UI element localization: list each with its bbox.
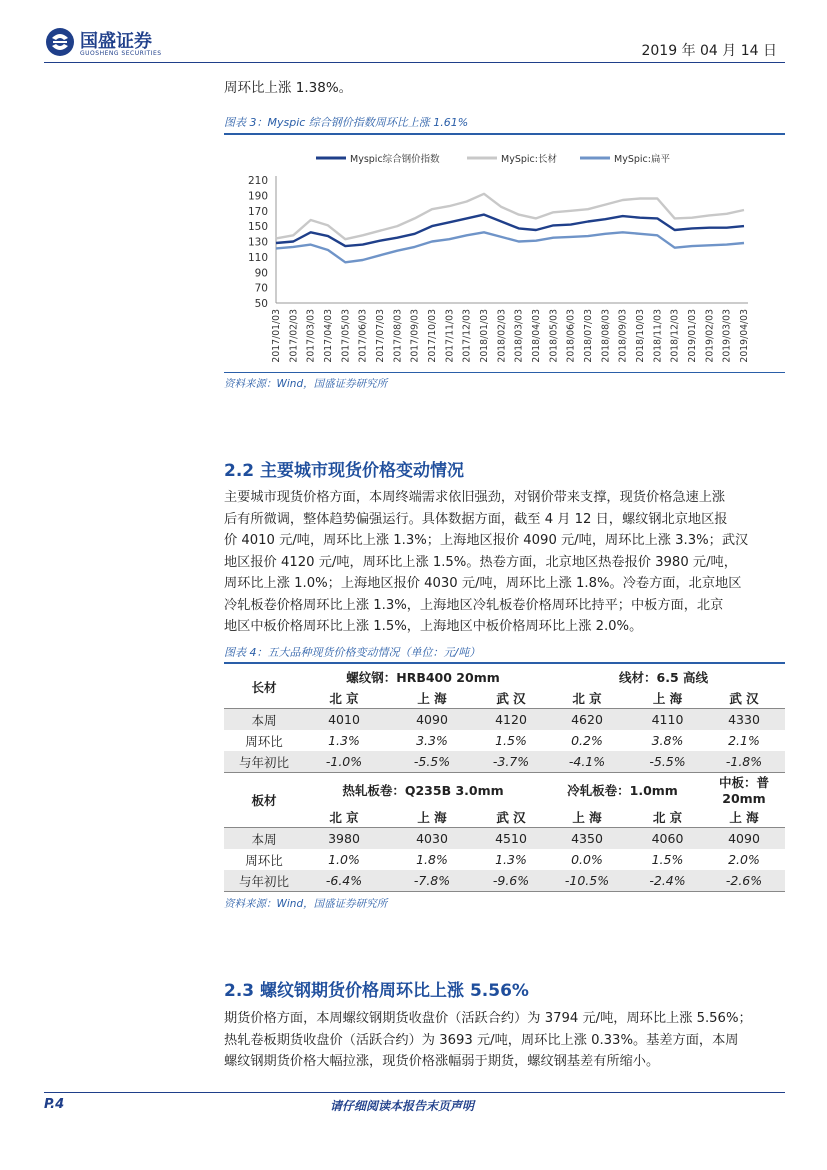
long-group2: 线材：6.5 高线 <box>619 669 708 685</box>
table-cell: 1.0% <box>328 852 360 867</box>
table-cell: 3.3% <box>416 733 448 748</box>
body-line: 主要城市现货价格方面，本周终端需求依旧强劲，对钢价带来支撑，现货价格急速上涨 <box>224 490 726 505</box>
x-tick-label: 2018/02/03 <box>496 309 508 363</box>
series-line <box>276 232 744 262</box>
city-cell: 上 海 <box>572 809 602 825</box>
chart-x-axis <box>271 303 750 363</box>
legend-label: Myspic综合钢价指数 <box>350 154 440 165</box>
y-tick-label: 210 <box>247 175 268 187</box>
table-row <box>224 828 785 850</box>
table-cell: 2.1% <box>728 733 760 748</box>
x-tick-label: 2017/06/03 <box>357 309 369 363</box>
x-tick-label: 2018/09/03 <box>617 309 629 363</box>
long-label: 长材 <box>251 680 277 695</box>
table-row <box>224 751 785 773</box>
table-row <box>224 806 785 828</box>
table-cell: 3980 <box>304 828 384 850</box>
city-cell: 上 海 <box>417 690 447 706</box>
table-cell: 4090 <box>384 709 480 731</box>
table-row <box>224 849 785 870</box>
x-tick-label: 2018/07/03 <box>583 309 594 363</box>
body-line: 期货价格方面，本周螺纹钢期货收盘价（活跃合约）为 3794 元/吨，周环比上涨 5.56%； <box>224 1011 752 1026</box>
y-tick-label: 50 <box>254 298 268 310</box>
intro-line: 周环比上涨 1.38%。 <box>224 80 353 96</box>
table-cell: 0.2% <box>571 733 603 748</box>
table-cell: -1.0% <box>304 751 384 773</box>
header-divider <box>44 62 785 63</box>
section-2-2-body <box>224 487 784 638</box>
section-2-3-heading: 2.3 螺纹钢期货价格周环比上涨 5.56% <box>224 981 529 1001</box>
footer-divider <box>44 1092 785 1093</box>
table-cell: 1.5% <box>495 733 527 748</box>
table-cell: 4120 <box>480 709 542 731</box>
x-tick-label: 2019/01/03 <box>687 309 698 363</box>
figure4-top-rule <box>224 662 785 664</box>
long-group1: 螺纹钢：HRB400 20mm <box>346 669 500 685</box>
body-line: 价 4010 元/吨，周环比上涨 1.3%；上海地区报价 4090 元/吨，周环比上涨 3.3%；武汉 <box>224 533 749 548</box>
table-cell: 4330 <box>703 709 785 731</box>
table-cell: -5.5% <box>384 751 480 773</box>
x-tick-label: 2017/01/03 <box>271 309 282 363</box>
x-tick-label: 2018/04/03 <box>531 309 542 363</box>
x-tick-label: 2017/07/03 <box>375 309 386 363</box>
body-line: 螺纹钢期货价格大幅拉涨，现货价格涨幅弱于期货，螺纹钢基差有所缩小。 <box>224 1054 660 1069</box>
y-tick-label: 130 <box>247 236 268 249</box>
city-cell: 北 京 <box>572 690 602 706</box>
y-tick-label: 190 <box>247 190 268 203</box>
table-cell: -4.1% <box>542 751 632 773</box>
legend-label: MySpic:长材 <box>501 154 557 165</box>
x-tick-label: 2018/05/03 <box>548 309 560 363</box>
table-cell: -2.6% <box>703 870 785 892</box>
section-2-3-body <box>224 1008 784 1073</box>
table-cell: -6.4% <box>304 870 384 892</box>
figure4-source: 资料来源：Wind，国盛证券研究所 <box>224 898 388 910</box>
y-tick-label: 170 <box>247 205 268 218</box>
table-cell: 1.3% <box>495 852 527 867</box>
city-cell: 北 京 <box>652 809 683 825</box>
table-cell: 4510 <box>480 828 542 850</box>
flat-group1: 热轧板卷：Q235B 3.0mm <box>304 773 542 807</box>
table-cell: 1.5% <box>651 852 684 867</box>
x-tick-label: 2018/12/03 <box>669 309 681 363</box>
brand-logo <box>44 26 174 60</box>
x-tick-label: 2019/03/03 <box>721 309 733 363</box>
table-cell: 4010 <box>304 709 384 731</box>
table-cell: -2.4% <box>632 870 703 892</box>
x-tick-label: 2017/10/03 <box>427 309 438 363</box>
x-tick-label: 2017/02/03 <box>288 309 300 363</box>
x-tick-label: 2017/09/03 <box>409 309 421 363</box>
table-cell: -7.8% <box>384 870 480 892</box>
body-line: 地区中板价格周环比上涨 1.5%，上海地区中板价格周环比上涨 2.0%。 <box>224 619 643 634</box>
row-label: 周环比 <box>245 852 283 868</box>
table-row <box>224 687 785 709</box>
table-row <box>224 666 785 687</box>
body-line: 后有所微调，整体趋势偏强运行。具体数据方面，截至 4 月 12 日，螺纹钢北京地区报 <box>224 511 728 527</box>
table-cell: 4110 <box>632 709 703 731</box>
flat-group3: 中板：普 20mm <box>703 773 785 807</box>
city-cell: 北 京 <box>329 809 359 825</box>
report-date: 2019 年 04 月 14 日 <box>641 43 777 59</box>
x-tick-label: 2019/02/03 <box>704 309 716 363</box>
table-cell: 4620 <box>542 709 632 731</box>
x-tick-label: 2018/06/03 <box>565 309 577 363</box>
spot-price-table <box>224 666 785 892</box>
x-tick-label: 2017/11/03 <box>444 309 456 363</box>
body-line: 地区报价 4120 元/吨，周环比上涨 1.5%。热卷方面，北京地区热卷报价 3980 元/吨， <box>224 554 737 570</box>
x-tick-label: 2017/12/03 <box>461 309 473 363</box>
city-cell: 武 汉 <box>496 690 526 706</box>
figure3-source: 资料来源：Wind，国盛证券研究所 <box>224 378 388 390</box>
series-line <box>276 215 744 247</box>
x-tick-label: 2017/04/03 <box>323 309 334 363</box>
row-label: 与年初比 <box>224 751 304 773</box>
x-tick-label: 2018/03/03 <box>513 309 525 363</box>
x-tick-label: 2018/10/03 <box>635 309 646 363</box>
x-tick-label: 2018/08/03 <box>600 309 612 363</box>
table-cell: -5.5% <box>632 751 703 773</box>
row-label: 本周 <box>224 709 304 731</box>
flat-label: 板材 <box>224 773 304 828</box>
table-cell: -3.7% <box>480 751 542 773</box>
y-tick-label: 110 <box>247 251 268 264</box>
row-label: 周环比 <box>245 733 283 749</box>
table-row <box>224 709 785 731</box>
table-cell: 2.0% <box>728 852 760 867</box>
figure3-title: 图表 3：Myspic 综合钢价指数周环比上涨 1.61% <box>224 116 469 129</box>
table-cell: 4090 <box>703 828 785 850</box>
figure3-bottom-rule <box>224 372 785 373</box>
city-cell: 上 海 <box>729 809 759 825</box>
city-cell: 北 京 <box>329 690 359 706</box>
city-cell: 上 海 <box>652 690 683 706</box>
y-tick-label: 70 <box>254 282 268 295</box>
x-tick-label: 2018/01/03 <box>479 309 490 363</box>
figure3-top-rule <box>224 133 785 135</box>
table-cell: 0.0% <box>571 852 603 867</box>
chart-y-axis <box>248 175 276 310</box>
table-cell: 1.8% <box>416 852 448 867</box>
row-label: 与年初比 <box>224 870 304 892</box>
table-cell: 1.3% <box>328 733 360 748</box>
row-label: 本周 <box>224 828 304 850</box>
table-cell: 4060 <box>632 828 703 850</box>
chart-series <box>276 194 744 262</box>
table-cell: -1.8% <box>703 751 785 773</box>
flat-group2: 冷轧板卷：1.0mm <box>542 773 703 807</box>
table-row <box>224 773 785 807</box>
y-tick-label: 90 <box>254 267 268 280</box>
table-row <box>224 870 785 892</box>
disclaimer-note: 请仔细阅读本报告末页声明 <box>330 1099 475 1113</box>
chart-legend <box>316 153 670 165</box>
page-number: P.4 <box>44 1097 65 1112</box>
x-tick-label: 2017/08/03 <box>392 309 404 363</box>
table-cell: 3.8% <box>651 733 684 748</box>
steel-index-chart <box>224 140 785 370</box>
body-line: 周环比上涨 1.0%；上海地区报价 4030 元/吨，周环比上涨 1.8%。冷卷方面，北京地区 <box>224 576 742 591</box>
figure4-title: 图表 4：五大品种现货价格变动情况（单位：元/吨） <box>224 646 481 659</box>
x-tick-label: 2018/11/03 <box>652 309 664 363</box>
table-row <box>224 730 785 751</box>
city-cell: 武 汉 <box>496 809 526 825</box>
brand-name: 国盛证券 <box>80 31 152 52</box>
section-2-2-heading: 2.2 主要城市现货价格变动情况 <box>224 461 465 481</box>
table-cell: -10.5% <box>542 870 632 892</box>
body-line: 冷轧板卷价格周环比上涨 1.3%，上海地区冷轧板卷价格周环比持平；中板方面，北京 <box>224 597 724 613</box>
body-line: 热轧卷板期货收盘价（活跃合约）为 3693 元/吨，周环比上涨 0.33%。基差方面，本周 <box>224 1032 739 1048</box>
table-cell: 4030 <box>384 828 480 850</box>
x-tick-label: 2019/04/03 <box>739 309 750 363</box>
y-tick-label: 150 <box>247 221 268 234</box>
table-cell: -9.6% <box>480 870 542 892</box>
x-tick-label: 2017/03/03 <box>305 309 317 363</box>
city-cell: 武 汉 <box>729 690 759 706</box>
table-cell: 4350 <box>542 828 632 850</box>
legend-label: MySpic:扁平 <box>614 154 670 165</box>
brand-subname: GUOSHENG SECURITIES <box>80 50 162 57</box>
x-tick-label: 2017/05/03 <box>340 309 352 363</box>
city-cell: 上 海 <box>417 809 447 825</box>
series-line <box>276 194 744 239</box>
